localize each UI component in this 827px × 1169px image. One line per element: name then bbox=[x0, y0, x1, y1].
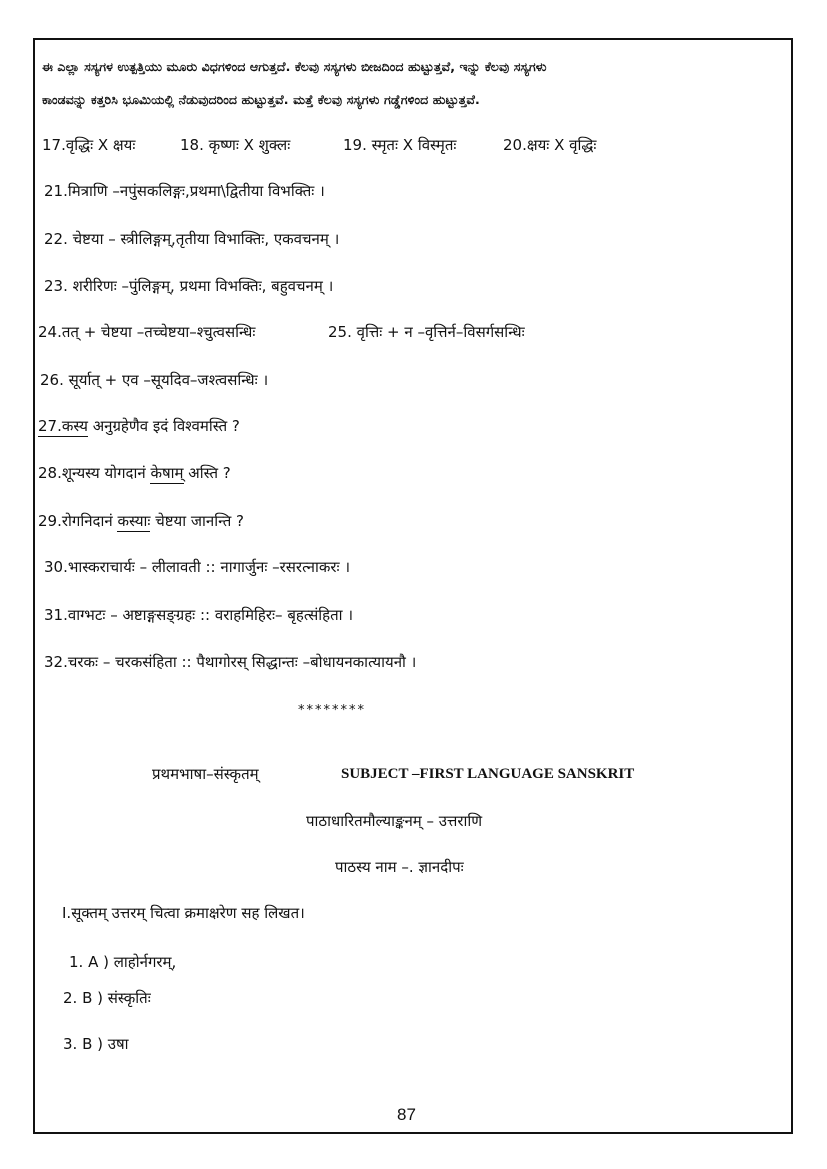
opposite-20: 20.क्षयः X वृद्धिः bbox=[503, 136, 597, 154]
q28-underlined: केषाम् bbox=[150, 464, 184, 482]
match-31: 31.वाग्भटः – अष्टाङ्गसङ्ग्रहः :: वराहमिहिरः– बृहत्संहिता । bbox=[44, 606, 354, 624]
answer-item-2: 2. B ) संस्कृतिः bbox=[63, 989, 151, 1007]
kannada-line-1: ಈ ಎಲ್ಲಾ ಸಸ್ಯಗಳ ಉತ್ಪತ್ತಿಯು ಮೂರು ವಿಧಗಳಿಂದ ಆಗುತ್ತದೆ. ಕೆಲವು ಸಸ್ಯಗಳು ಬೀಜದಿಂದ ಹುಟ್ಟುತ್ತವೆ, ಇನ್ನು ಕೆಲವು ಸಸ್ಯಗಳು bbox=[42, 59, 547, 74]
opposite-18: 18. कृष्णः X शुक्लः bbox=[180, 136, 291, 154]
subject-sanskrit: प्रथमभाषा–संस्कृतम् bbox=[152, 765, 259, 783]
answer-21: 21.मित्राणि –नपुंसकलिङ्गः,प्रथमा\द्वितीया विभक्तिः । bbox=[44, 182, 325, 200]
separator-stars: ******** bbox=[298, 703, 366, 718]
match-30: 30.भास्कराचार्यः – लीलावती :: नागार्जुनः –रसरत्नाकरः । bbox=[44, 558, 351, 576]
opposite-19: 19. स्मृतः X विस्मृतः bbox=[343, 136, 457, 154]
match-32: 32.चरकः – चरकसंहिता :: पैथागोरस् सिद्धान्तः –बोधायनकात्यायनौ । bbox=[44, 653, 417, 671]
answer-23: 23. शरीरिणः –पुंलिङ्गम्, प्रथमा विभक्तिः, बहुवचनम् । bbox=[44, 277, 334, 295]
question-28: 28.शून्यस्य योगदानं केषाम् अस्ति ? bbox=[38, 464, 231, 482]
answer-22: 22. चेष्टया – स्त्रीलिङ्गम्,तृतीया विभाक्तिः, एकवचनम् । bbox=[44, 230, 340, 248]
section1-instruction: I.सूक्तम् उत्तरम् चित्वा क्रमाक्षरेण सह लिखत। bbox=[62, 904, 305, 922]
question-27: 27.कस्य अनुग्रहेणैव इदं विश्वमस्ति ? bbox=[38, 417, 240, 435]
answer-25: 25. वृत्तिः + न –वृत्तिर्न–विसर्गसन्धिः bbox=[328, 323, 525, 341]
question-29: 29.रोगनिदानं कस्याः चेष्टया जानन्ति ? bbox=[38, 512, 244, 530]
answer-26: 26. सूर्यात् + एव –सूयदिव–जश्त्वसन्धिः । bbox=[40, 371, 269, 389]
q27-underlined: 27.कस्य bbox=[38, 417, 88, 435]
evaluation-title: पाठाधारितमौल्याङ्कनम् – उत्तराणि bbox=[306, 812, 483, 830]
lesson-name: पाठस्य नाम –. ज्ञानदीपः bbox=[335, 858, 464, 876]
opposite-17: 17.वृद्धिः X क्षयः bbox=[42, 136, 136, 154]
answer-24: 24.तत् + चेष्टया –तच्चेष्टया–श्चुत्वसन्धिः bbox=[38, 323, 256, 341]
answer-item-1: 1. A ) लाहोर्नगरम्, bbox=[69, 953, 177, 971]
page-number: 87 bbox=[397, 1105, 416, 1124]
answer-item-3: 3. B ) उषा bbox=[63, 1035, 129, 1053]
kannada-line-2: ಕಾಂಡವನ್ನು ಕತ್ತರಿಸಿ ಭೂಮಿಯಲ್ಲಿ ನೆಡುವುದರಿಂದ ಹುಟ್ಟುತ್ತವೆ. ಮತ್ತೆ ಕೆಲವು ಸಸ್ಯಗಳು ಗಡ್ಡೆಗಳಿಂದ ಹುಟ್ಟುತ್ತವೆ. bbox=[42, 92, 480, 107]
q29-underlined: कस्याः bbox=[117, 512, 151, 530]
subject-english: SUBJECT –FIRST LANGUAGE SANSKRIT bbox=[341, 766, 635, 782]
